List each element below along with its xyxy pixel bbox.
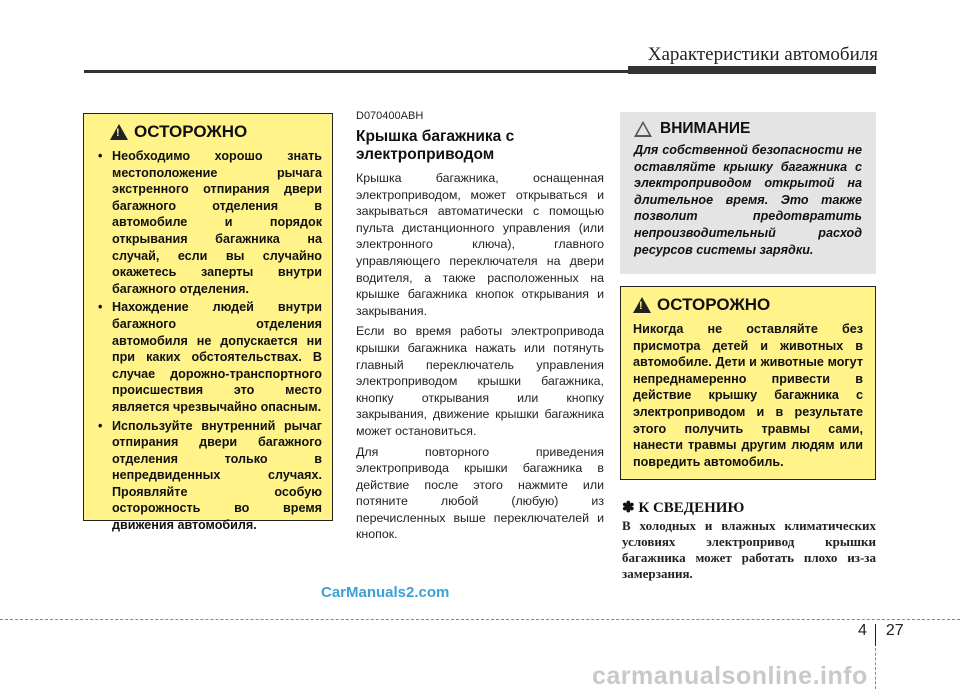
footer-watermark: carmanualsonline.info <box>592 662 868 690</box>
caution-heading-left <box>110 122 322 142</box>
section-title: Крышка багажника с электроприводом <box>356 128 515 163</box>
bullet-item: • Используйте внутренний рычаг отпирания двери багажного отделения только в непредвиденных случаях. Проявляйте особую осторожность во время движения автомобиля. <box>90 418 322 534</box>
caution-title: ОСТОРОЖНО <box>657 295 771 314</box>
header-tab <box>628 66 876 74</box>
watermark-link[interactable]: CarManuals2.com <box>321 584 450 601</box>
page-number <box>858 622 904 640</box>
document-code: D070400ABH <box>356 110 424 122</box>
attention-text: Для собственной безопасности не оставляйте крышку багажника с электроприводом открытой на длительное время. Это также позволит предотвратить непроизводительный расход ресурсов системы зарядки. <box>634 143 862 257</box>
vertical-dashed-line <box>875 648 876 689</box>
warning-icon <box>633 297 651 313</box>
attention-heading <box>634 120 862 138</box>
bullet-item: • Необходимо хорошо знать местоположение рычага экстренного отпирания двери багажного отделения в автомобиле и порядок открывания багажника на случай, если вы случайно окажетесь заперты внутри багажного отделения. <box>90 148 322 297</box>
paragraph: Для повторного приведения электропривода крышки багажника в действие после этого нажмите или потяните любой (любую) из перечисленных выше переключателей и кнопок. <box>356 444 604 542</box>
caution-text: Никогда не оставляйте без присмотра детей и животных в автомобиле. Дети и животные могут непреднамеренно привести в действие крышку багажника с электроприводом и в результате этого получить травмы сами, нанести травмы другим людям или повредить автомобиль. <box>633 322 863 469</box>
bullet-item: • Нахождение людей внутри багажного отделения автомобиля не допускается ни при каких обстоятельствах. В случае дорожно-транспортного происшествия это место является чрезвычайно опасным. <box>90 299 322 415</box>
page-number-separator <box>875 624 876 646</box>
caution-box-left <box>83 113 333 533</box>
warning-icon <box>110 124 128 140</box>
page-number-value: 27 <box>885 622 904 639</box>
attention-title: ВНИМАНИЕ <box>660 120 751 137</box>
caution-title: ОСТОРОЖНО <box>134 122 248 141</box>
footer-dashed-line <box>0 619 960 620</box>
page-header-title: Характеристики автомобиля <box>647 44 878 65</box>
warning-outline-icon <box>634 121 652 137</box>
paragraph: Если во время работы электропривода крышки багажника нажать или потянуть главный переключатель управления электроприводом крышки багажника, кнопку открывания или кнопку закрывания, движение крышки багажника может остановиться. <box>356 324 604 438</box>
caution-heading-right <box>633 295 863 315</box>
caution-box-right <box>620 286 876 480</box>
note-heading: ✽ К СВЕДЕНИЮ <box>622 500 745 516</box>
paragraph: Крышка багажника, оснащенная электроприводом, может открываться и закрываться автоматически с помощью пульта дистанционного управления (или электронного ключа), главного управляющего переключателя на двери водителя, а также расположенных на крышке багажника кнопок открывания и закрывания. <box>356 171 604 318</box>
main-column <box>356 110 604 543</box>
attention-box <box>620 112 876 274</box>
caution-bullets <box>90 148 322 534</box>
note-text: В холодных и влажных климатических условиях электропривод крышки багажника может работать плохо из-за замерзания. <box>622 518 876 581</box>
chapter-number: 4 <box>858 622 867 639</box>
